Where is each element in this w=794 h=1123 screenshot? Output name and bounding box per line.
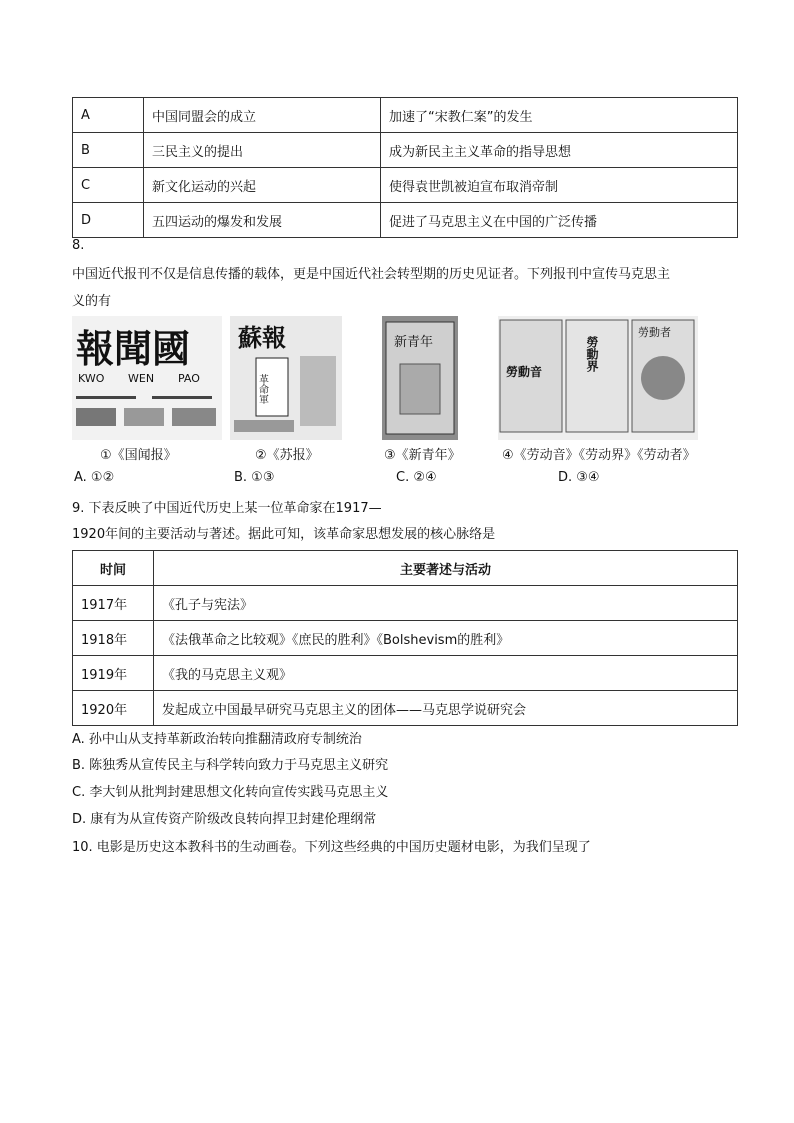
newspaper-image-subao xyxy=(230,316,342,440)
table-row xyxy=(73,691,738,726)
q9-option-a[interactable]: A. 孙中山从支持革新政治转向推翻清政府专制统治 xyxy=(72,732,362,747)
subao-masthead-text: 蘇報 xyxy=(238,323,286,352)
effect-cell: 成为新民主主义革命的指导思想 xyxy=(381,133,738,168)
year-cell: 1918年 xyxy=(73,621,154,656)
event-cell: 三民主义的提出 xyxy=(144,133,381,168)
q8-option-c[interactable]: C. ②④ xyxy=(396,470,437,485)
magazine-image-labor-journals xyxy=(498,316,698,440)
svg-text:KWO: KWO xyxy=(78,372,105,385)
effect-cell: 加速了“宋教仁案”的发生 xyxy=(381,98,738,133)
activity-cell: 发起成立中国最早研究马克思主义的团体——马克思学说研究会 xyxy=(154,691,738,726)
q9-activities-table xyxy=(72,550,738,726)
q9-option-d[interactable]: D. 康有为从宣传资产阶级改良转向捍卫封建伦理纲常 xyxy=(72,812,377,827)
activity-cell: 《孔子与宪法》 xyxy=(154,586,738,621)
q8-number: 8. xyxy=(72,238,85,253)
year-cell: 1919年 xyxy=(73,656,154,691)
caption-labor-journals: ④《劳动音》《劳动界》《劳动者》 xyxy=(502,448,696,463)
q9-option-c[interactable]: C. 李大钊从批判封建思想文化转向宣传实践马克思主义 xyxy=(72,785,389,800)
q10-stem: 10. 电影是历史这本教科书的生动画卷。下列这些经典的中国历史题材电影，为我们呈现了 xyxy=(72,840,591,855)
table-row xyxy=(73,203,738,238)
option-letter: B xyxy=(73,133,144,168)
q8-option-b[interactable]: B. ①③ xyxy=(234,470,275,485)
table-row xyxy=(73,621,738,656)
event-cell: 五四运动的爆发和发展 xyxy=(144,203,381,238)
svg-text:勞動界: 勞動界 xyxy=(585,336,599,372)
column-header-time: 时间 xyxy=(73,551,154,586)
event-cell: 中国同盟会的成立 xyxy=(144,98,381,133)
effect-cell: 促进了马克思主义在中国的广泛传播 xyxy=(381,203,738,238)
option-letter: C xyxy=(73,168,144,203)
table-row xyxy=(73,98,738,133)
guowenbao-masthead-graphic xyxy=(72,316,222,440)
svg-text:勞動音: 勞動音 xyxy=(506,365,543,379)
option-letter: A xyxy=(73,98,144,133)
table-row xyxy=(73,656,738,691)
event-cell: 新文化运动的兴起 xyxy=(144,168,381,203)
q9-stem-continued: 1920年间的主要活动与著述。据此可知，该革命家思想发展的核心脉络是 xyxy=(72,527,496,542)
option-letter: D xyxy=(73,203,144,238)
q7-options-table xyxy=(72,97,738,238)
xinqingnian-cover-graphic xyxy=(382,316,458,440)
q8-stem-continued: 义的有 xyxy=(72,294,112,309)
magazine-image-xinqingnian xyxy=(382,316,458,440)
guowenbao-masthead-text: 報聞國 xyxy=(76,326,191,371)
table-row xyxy=(73,168,738,203)
q9-stem: 9. 下表反映了中国近代历史上某一位革命家在1917— xyxy=(72,501,382,516)
q9-option-b[interactable]: B. 陈独秀从宣传民主与科学转向致力于马克思主义研究 xyxy=(72,758,389,773)
q8-option-a[interactable]: A. ①② xyxy=(74,470,115,485)
labor-journals-graphic xyxy=(498,316,698,440)
year-cell: 1920年 xyxy=(73,691,154,726)
svg-text:PAO: PAO xyxy=(178,372,200,385)
activity-cell: 《法俄革命之比较观》《庶民的胜利》《Bolshevism的胜利》 xyxy=(154,621,738,656)
caption-xinqingnian: ③《新青年》 xyxy=(384,448,461,463)
table-row xyxy=(73,133,738,168)
svg-text:勞動者: 勞動者 xyxy=(638,326,671,339)
effect-cell: 使得袁世凯被迫宣布取消帝制 xyxy=(381,168,738,203)
svg-text:WEN: WEN xyxy=(128,372,155,385)
table-row xyxy=(73,586,738,621)
q8-stem: 中国近代报刊不仅是信息传播的载体，更是中国近代社会转型期的历史见证者。下列报刊中宣传马克思主 xyxy=(72,267,671,282)
activity-cell: 《我的马克思主义观》 xyxy=(154,656,738,691)
newspaper-image-guowenbao xyxy=(72,316,222,440)
table-header-row xyxy=(73,551,738,586)
column-header-activities: 主要著述与活动 xyxy=(154,551,738,586)
caption-guowenbao: ①《国闻报》 xyxy=(100,448,177,463)
caption-subao: ②《苏报》 xyxy=(255,448,319,463)
q8-option-d[interactable]: D. ③④ xyxy=(558,470,600,485)
subao-masthead-graphic xyxy=(230,316,342,440)
year-cell: 1917年 xyxy=(73,586,154,621)
svg-text:革命軍: 革命軍 xyxy=(256,374,268,404)
xinqingnian-title-text: 新青年 xyxy=(394,335,434,350)
